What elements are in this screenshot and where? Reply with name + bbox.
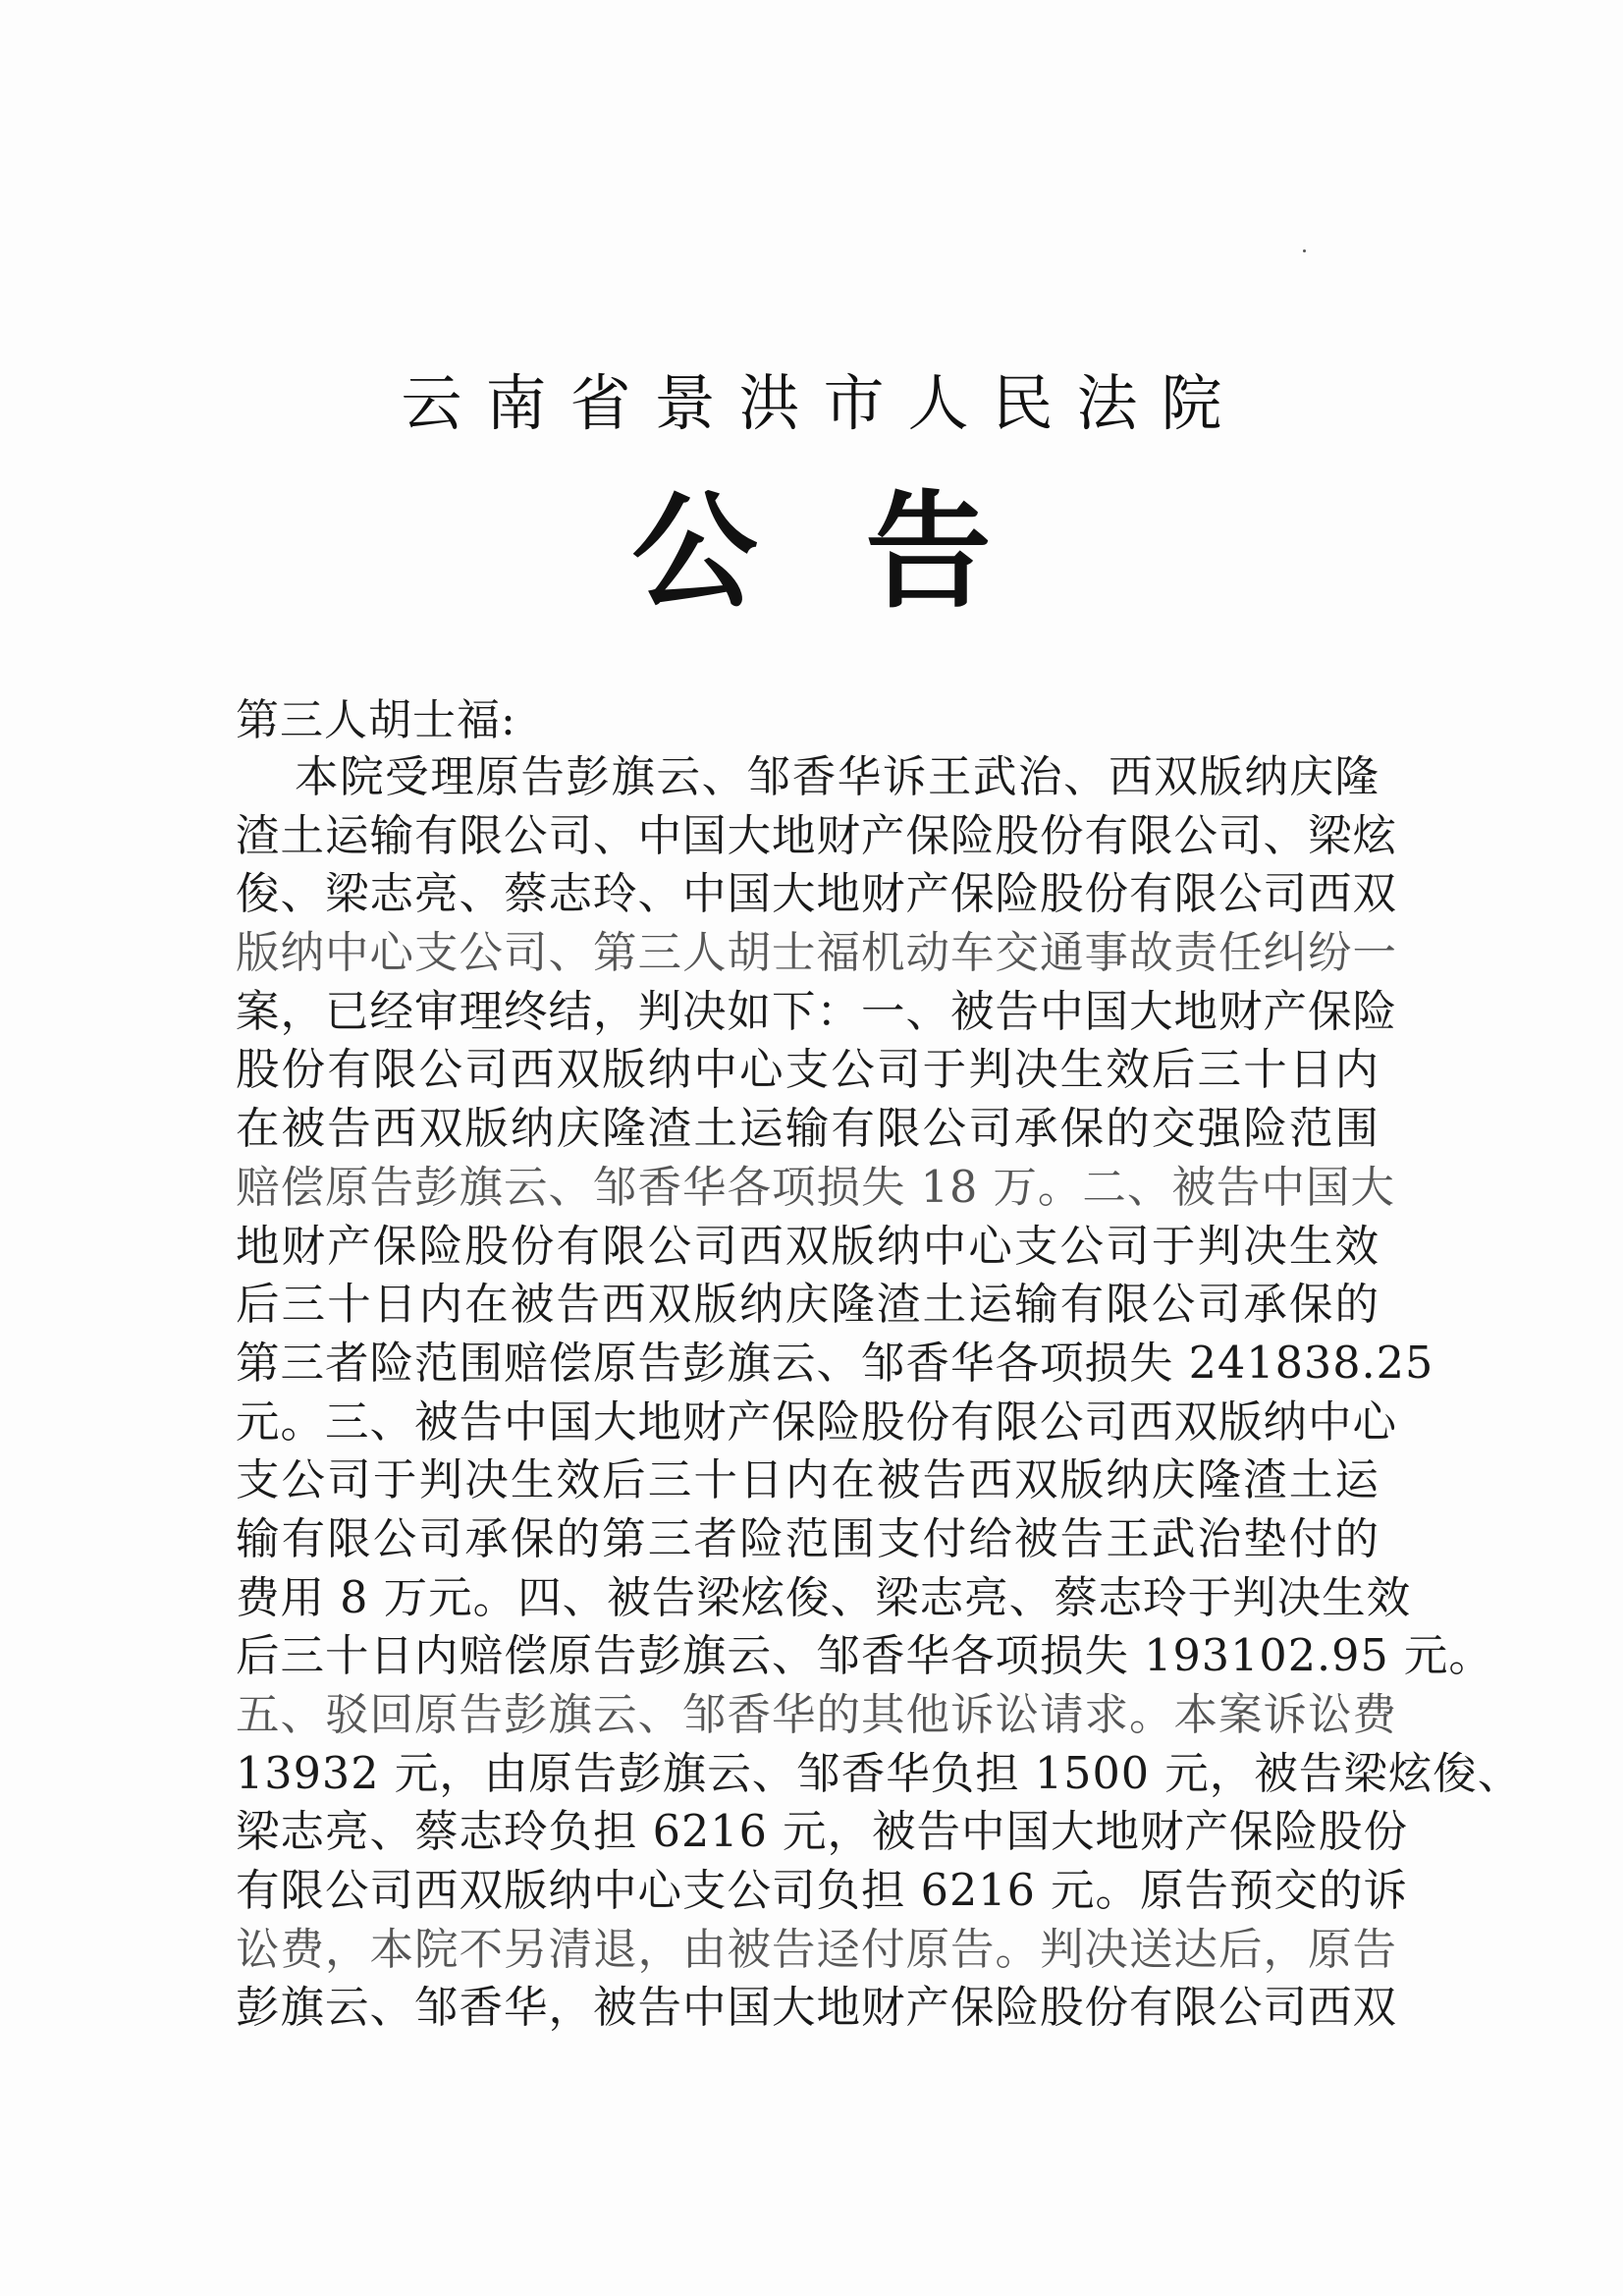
addressee: 第三人胡士福: <box>236 695 516 745</box>
body-line: 股份有限公司西双版纳中心支公司于判决生效后三十日内 <box>236 1045 1380 1096</box>
body-line: 版纳中心支公司、第三人胡士福机动车交通事故责任纠纷一 <box>236 928 1398 979</box>
body-line: 后三十日内赔偿原告彭旗云、邹香华各项损失 193102.95 元。 <box>236 1631 1493 1682</box>
body-line: 本院受理原告彭旗云、邹香华诉王武治、西双版纳庆隆 <box>295 752 1380 802</box>
body-line: 第三者险范围赔偿原告彭旗云、邹香华各项损失 241838.25 <box>236 1338 1434 1389</box>
body-line: 五、驳回原告彭旗云、邹香华的其他诉讼请求。本案诉讼费 <box>236 1690 1398 1740</box>
notice-body <box>236 748 1523 2038</box>
body-line: 元。三、被告中国大地财产保险股份有限公司西双版纳中心 <box>236 1396 1398 1448</box>
court-name: 云南省景洪市人民法院 <box>401 367 1246 439</box>
body-line: 费用 8 万元。四、被告梁炫俊、梁志亮、蔡志玲于判决生效 <box>236 1572 1412 1623</box>
document-title: 公告 <box>631 478 1100 626</box>
body-line: 彭旗云、邹香华，被告中国大地财产保险股份有限公司西双 <box>236 1983 1398 2034</box>
body-line: 赔偿原告彭旗云、邹香华各项损失 18 万。二、被告中国大 <box>236 1162 1395 1213</box>
body-line: 渣土运输有限公司、中国大地财产保险股份有限公司、梁炫 <box>236 810 1398 861</box>
body-line: 支公司于判决生效后三十日内在被告西双版纳庆隆渣土运 <box>236 1455 1380 1506</box>
body-line: 在被告西双版纳庆隆渣土运输有限公司承保的交强险范围 <box>236 1104 1380 1155</box>
body-line: 讼费，本院不另清退，由被告迳付原告。判决送达后，原告 <box>236 1924 1398 1975</box>
body-line: 地财产保险股份有限公司西双版纳中心支公司于判决生效 <box>236 1221 1380 1272</box>
body-line: 13932 元，由原告彭旗云、邹香华负担 1500 元，被告梁炫俊、 <box>236 1748 1523 1799</box>
body-line: 有限公司西双版纳中心支公司负担 6216 元。原告预交的诉 <box>236 1866 1409 1917</box>
body-line: 输有限公司承保的第三者险范围支付给被告王武治垫付的 <box>236 1513 1380 1564</box>
body-line: 梁志亮、蔡志玲负担 6216 元，被告中国大地财产保险股份 <box>236 1807 1409 1858</box>
body-line: 案，已经审理终结，判决如下：一、被告中国大地财产保险 <box>236 986 1398 1037</box>
body-line: 俊、梁志亮、蔡志玲、中国大地财产保险股份有限公司西双 <box>236 869 1398 920</box>
body-line: 后三十日内在被告西双版纳庆隆渣土运输有限公司承保的 <box>236 1280 1380 1331</box>
scan-speck <box>1303 249 1306 252</box>
